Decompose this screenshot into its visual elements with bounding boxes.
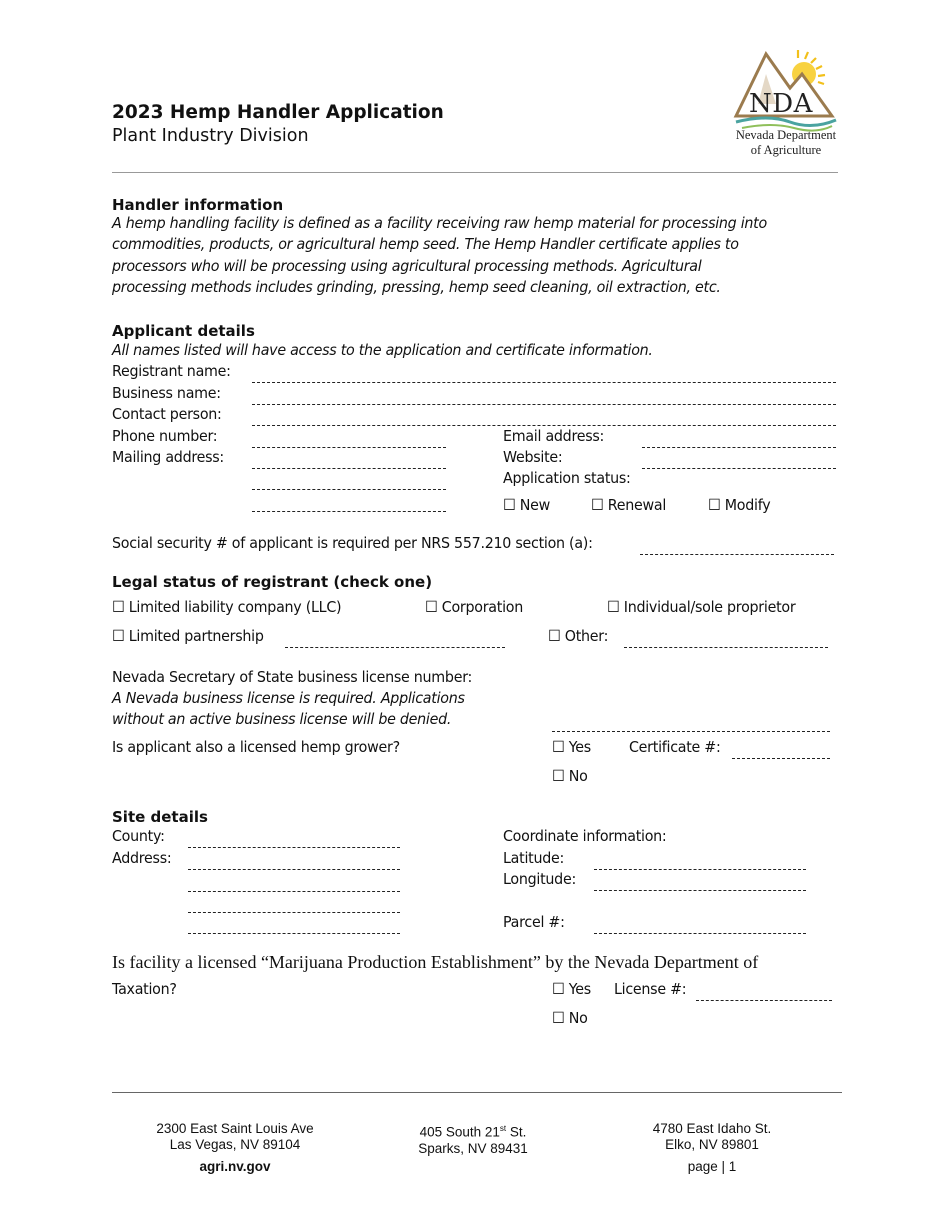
- division-name: Plant Industry Division: [112, 126, 309, 146]
- grower-yes-checkbox[interactable]: ☐ Yes: [552, 738, 591, 756]
- marijuana-yes-checkbox[interactable]: ☐ Yes: [552, 980, 591, 998]
- phone-field[interactable]: [252, 433, 446, 448]
- status-modify-checkbox[interactable]: ☐ Modify: [708, 496, 771, 514]
- individual-checkbox[interactable]: ☐ Individual/sole proprietor: [607, 598, 796, 616]
- handler-line-1: A hemp handling facility is defined as a facility receiving raw hemp material for processing into: [112, 214, 767, 232]
- parcel-field[interactable]: [594, 919, 806, 934]
- header-divider: [112, 172, 838, 173]
- status-renewal-checkbox[interactable]: ☐ Renewal: [591, 496, 667, 514]
- marijuana-question-2: Taxation?: [112, 980, 177, 998]
- sparks-street: 405 South 21st St.: [419, 1124, 527, 1140]
- address-field-2[interactable]: [188, 877, 400, 892]
- elko-city: Elko, NV 89801: [665, 1137, 759, 1152]
- grower-no-checkbox[interactable]: ☐ No: [552, 767, 588, 785]
- business-label: Business name:: [112, 384, 221, 402]
- page-title: 2023 Hemp Handler Application: [112, 102, 444, 123]
- status-new-checkbox[interactable]: ☐ New: [503, 496, 551, 514]
- license-note-2: without an active business license will be denied.: [112, 710, 452, 728]
- mj-license-label: License #:: [614, 980, 687, 998]
- grower-question: Is applicant also a licensed hemp grower?: [112, 738, 400, 756]
- phone-label: Phone number:: [112, 427, 218, 445]
- mailing-label: Mailing address:: [112, 448, 224, 466]
- longitude-label: Longitude:: [503, 870, 576, 888]
- lp-field[interactable]: [285, 633, 505, 648]
- las-vegas-city: Las Vegas, NV 89104: [169, 1137, 301, 1152]
- marijuana-no-checkbox[interactable]: ☐ No: [552, 1009, 588, 1027]
- parcel-label: Parcel #:: [503, 913, 565, 931]
- footer-address-sparks: [373, 1121, 573, 1157]
- handler-heading: Handler information: [112, 196, 284, 214]
- address-field-4[interactable]: [188, 919, 400, 934]
- certificate-field[interactable]: [732, 744, 830, 759]
- sparks-city: Sparks, NV 89431: [418, 1140, 528, 1156]
- status-label: Application status:: [503, 469, 631, 487]
- page-number: page | 1: [687, 1159, 737, 1174]
- lp-checkbox[interactable]: ☐ Limited partnership: [112, 627, 264, 645]
- mailing-field-2[interactable]: [252, 475, 446, 490]
- email-label: Email address:: [503, 427, 605, 445]
- license-note-1: A Nevada business license is required. Applications: [112, 689, 465, 707]
- website-link[interactable]: agri.nv.gov: [199, 1159, 271, 1174]
- las-vegas-street: 2300 East Saint Louis Ave: [156, 1121, 314, 1136]
- other-field[interactable]: [624, 633, 828, 648]
- county-label: County:: [112, 827, 165, 845]
- applicant-note: All names listed will have access to the application and certificate information.: [112, 341, 653, 359]
- address-label: Address:: [112, 849, 172, 867]
- logo-line-1: Nevada Department: [735, 128, 837, 142]
- certificate-label: Certificate #:: [629, 738, 721, 756]
- website-field[interactable]: [642, 454, 836, 469]
- llc-checkbox[interactable]: ☐ Limited liability company (LLC): [112, 598, 342, 616]
- site-heading: Site details: [112, 808, 208, 826]
- handler-line-4: processing methods includes grinding, pressing, hemp seed cleaning, oil extraction, etc.: [112, 278, 721, 296]
- applicant-heading: Applicant details: [112, 322, 255, 340]
- latitude-label: Latitude:: [503, 849, 565, 867]
- footer-address-elko: [612, 1121, 812, 1153]
- handler-line-3: processors who will be processing using agricultural processing methods. Agricultural: [112, 257, 702, 275]
- corporation-checkbox[interactable]: ☐ Corporation: [425, 598, 523, 616]
- business-field[interactable]: [252, 390, 836, 405]
- mailing-field-3[interactable]: [252, 497, 446, 512]
- logo-abbr: NDA: [749, 89, 813, 119]
- registrant-label: Registrant name:: [112, 362, 231, 380]
- other-checkbox[interactable]: ☐ Other:: [548, 627, 609, 645]
- coordinate-label: Coordinate information:: [503, 827, 667, 845]
- latitude-field[interactable]: [594, 855, 806, 870]
- longitude-field[interactable]: [594, 876, 806, 891]
- contact-field[interactable]: [252, 411, 836, 426]
- legal-heading: Legal status of registrant (check one): [112, 573, 433, 591]
- registrant-field[interactable]: [252, 368, 836, 383]
- logo-line-2: of Agriculture: [750, 143, 822, 157]
- contact-label: Contact person:: [112, 405, 222, 423]
- elko-street: 4780 East Idaho St.: [652, 1121, 772, 1136]
- license-label: Nevada Secretary of State business license number:: [112, 668, 473, 686]
- ssn-label: Social security # of applicant is required per NRS 557.210 section (a):: [112, 534, 593, 552]
- county-field[interactable]: [188, 833, 400, 848]
- ssn-field[interactable]: [640, 540, 834, 555]
- mailing-field-1[interactable]: [252, 454, 446, 469]
- footer-divider: [112, 1092, 842, 1093]
- email-field[interactable]: [642, 433, 836, 448]
- footer-address-las-vegas: [135, 1121, 335, 1153]
- logo-text: [730, 128, 842, 158]
- address-field-1[interactable]: [188, 855, 400, 870]
- mj-license-field[interactable]: [696, 986, 832, 1001]
- address-field-3[interactable]: [188, 898, 400, 913]
- website-label: Website:: [503, 448, 563, 466]
- license-field[interactable]: [552, 717, 830, 732]
- marijuana-question-1: Is facility a licensed “Marijuana Production Establishment” by the Nevada Department of: [112, 952, 759, 972]
- handler-line-2: commodities, products, or agricultural hemp seed. The Hemp Handler certificate applies to: [112, 235, 739, 253]
